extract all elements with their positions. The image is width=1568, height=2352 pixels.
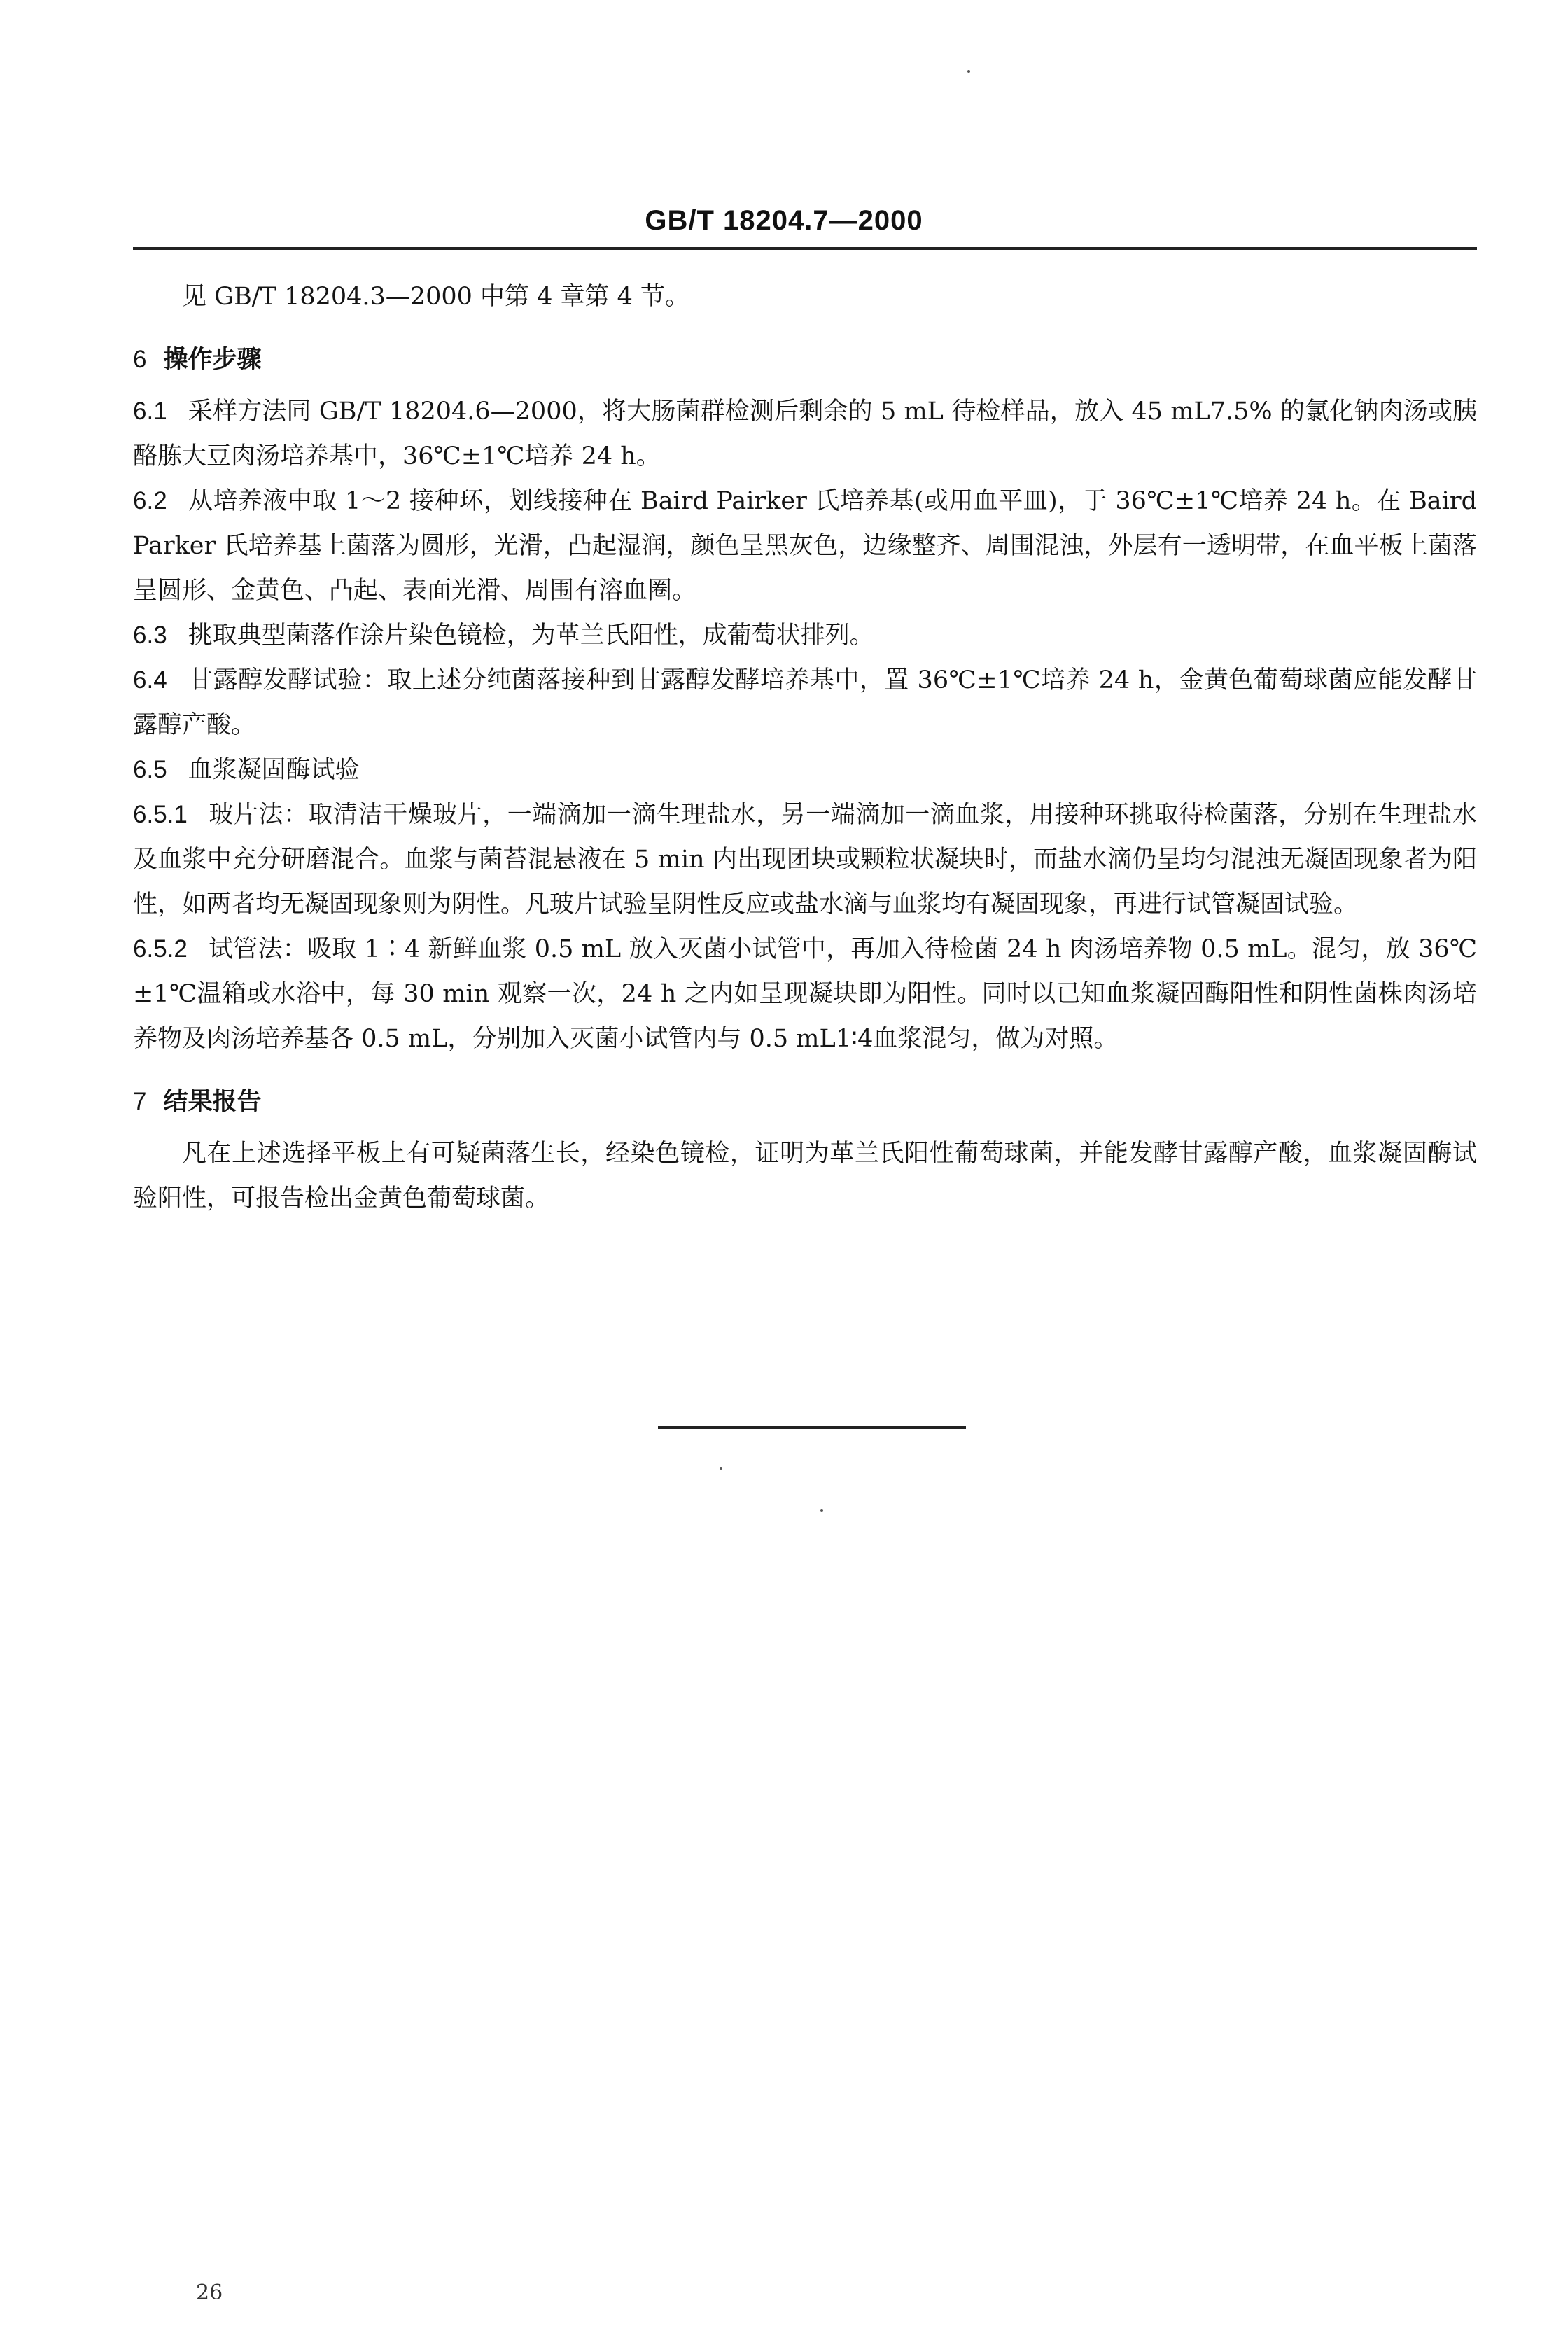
section-6-number: 6 xyxy=(133,346,147,373)
clause-number: 6.2 xyxy=(133,487,167,514)
clause-text: 甘露醇发酵试验：取上述分纯菌落接种到甘露醇发酵培养基中，置 36℃±1℃培养 24 h，金黄色葡萄球菌应能发酵甘露醇产酸。 xyxy=(133,666,1477,739)
clause-6-1 xyxy=(133,389,1477,479)
section-7-heading xyxy=(133,1079,1477,1124)
section-6-heading xyxy=(133,337,1477,382)
page-number: 26 xyxy=(196,2281,223,2305)
standard-code-header: GB/T 18204.7—2000 xyxy=(645,205,923,236)
clause-6-5-2 xyxy=(133,927,1477,1061)
clause-number: 6.5.1 xyxy=(133,801,188,828)
clause-number: 6.5.2 xyxy=(133,935,188,962)
result-report-text: 凡在上述选择平板上有可疑菌落生长，经染色镜检，证明为革兰氏阳性葡萄球菌，并能发酵甘露醇产酸，血浆凝固酶试验阳性，可报告检出金黄色葡萄球菌。 xyxy=(133,1140,1477,1212)
clause-text: 挑取典型菌落作涂片染色镜检，为革兰氏阳性，成葡萄状排列。 xyxy=(188,622,874,650)
end-of-document-rule xyxy=(658,1426,966,1429)
clause-text: 玻片法：取清洁干燥玻片，一端滴加一滴生理盐水，另一端滴加一滴血浆，用接种环挑取待检菌落，分别在生理盐水及血浆中充分研磨混合。血浆与菌苔混悬液在 5 min 内出现团块或颗粒状凝块时，而盐水滴仍呈均匀混浊无凝固现象者为阳性，如两者均无凝固现象则为阴性。凡玻片试验呈阴性反应或盐水滴与血浆均有凝固现象，再进行试管凝固试验。 xyxy=(133,801,1477,918)
intro-reference: 见 GB/T 18204.3—2000 中第 4 章第 4 节。 xyxy=(182,283,690,311)
clause-text: 从培养液中取 1～2 接种环，划线接种在 Baird Pairker 氏培养基(或用血平皿)，于 36℃±1℃培养 24 h。在 Baird Parker 氏培养基上菌落为圆形，光滑，凸起湿润，颜色呈黑灰色，边缘整齐、周围混浊，外层有一透明带，在血平板上菌落呈圆形、金黄色、凸起、表面光滑、周围有溶血圈。 xyxy=(133,487,1477,605)
clause-6-4 xyxy=(133,658,1477,748)
section-6-title: 操作步骤 xyxy=(163,346,262,374)
clause-text: 试管法：吸取 1∶4 新鲜血浆 0.5 mL 放入灭菌小试管中，再加入待检菌 24 h 肉汤培养物 0.5 mL。混匀，放 36℃±1℃温箱或水浴中，每 30 min 观察一次，24 h 之内如呈现凝块即为阳性。同时以已知血浆凝固酶阳性和阴性菌株肉汤培养物及肉汤培养基各 0.5 mL，分别加入灭菌小试管内与 0.5 mL1∶4血浆混匀，做为对照。 xyxy=(133,935,1477,1053)
scan-speck xyxy=(820,1509,823,1512)
scan-speck xyxy=(967,70,970,73)
clause-number: 6.4 xyxy=(133,666,167,694)
clause-6-3 xyxy=(133,613,1477,658)
clause-text: 采样方法同 GB/T 18204.6—2000，将大肠菌群检测后剩余的 5 mL 待检样品，放入 45 mL7.5% 的氯化钠肉汤或胰酪胨大豆肉汤培养基中，36℃±1℃培养 24 h。 xyxy=(133,398,1477,470)
clause-number: 6.5 xyxy=(133,756,167,783)
clause-6-2 xyxy=(133,479,1477,613)
document-body xyxy=(133,274,1477,1221)
section-7-number: 7 xyxy=(133,1088,147,1115)
clause-number: 6.3 xyxy=(133,622,167,649)
clause-6-5 xyxy=(133,748,1477,792)
header-rule xyxy=(133,247,1477,250)
clause-number: 6.1 xyxy=(133,398,167,425)
clause-text: 血浆凝固酶试验 xyxy=(188,756,360,784)
scan-speck xyxy=(720,1467,722,1470)
clause-6-5-1 xyxy=(133,792,1477,927)
section-7-title: 结果报告 xyxy=(163,1088,262,1116)
